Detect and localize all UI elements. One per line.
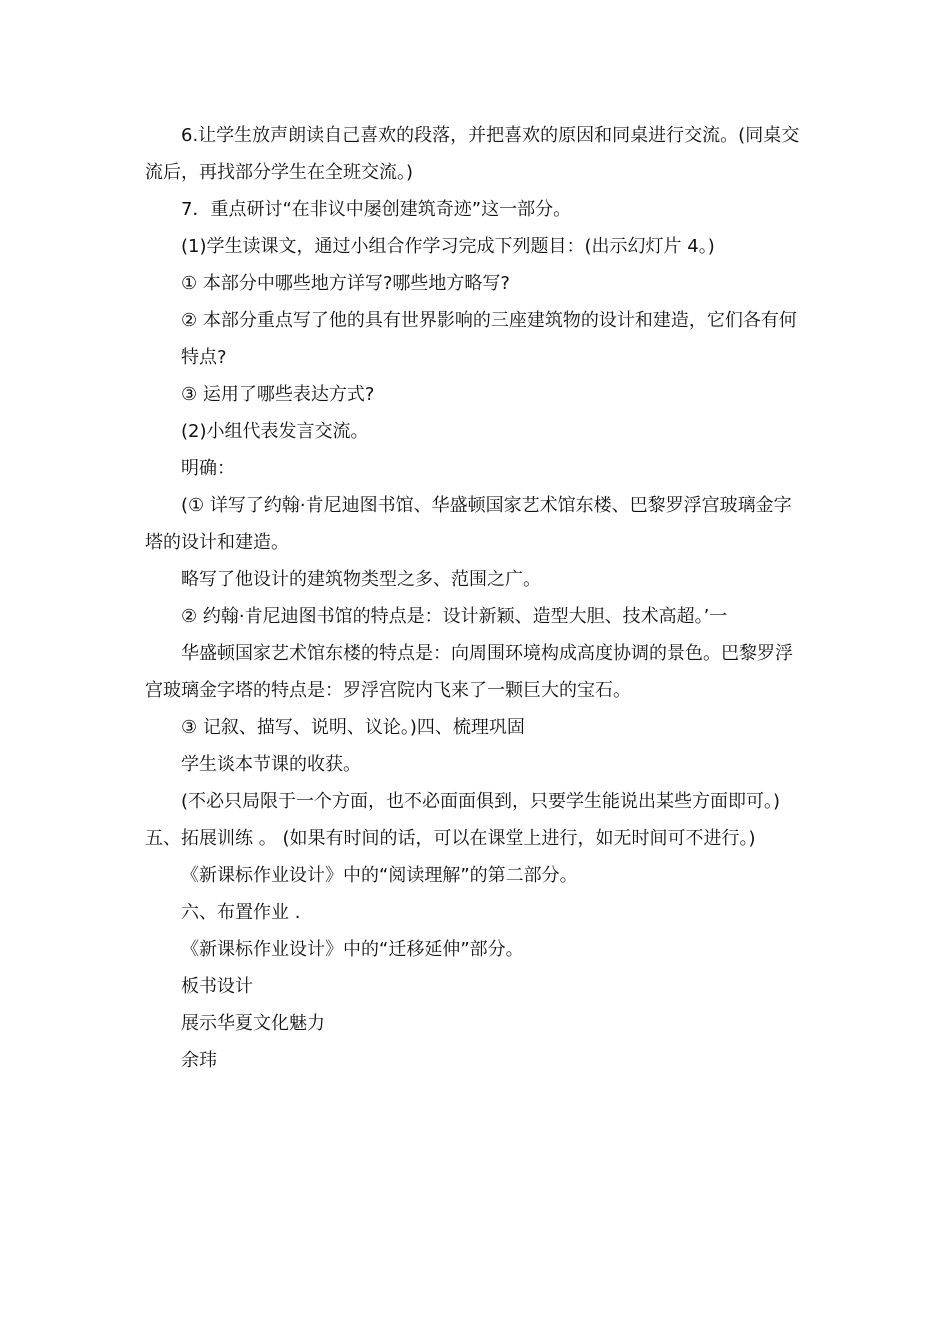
paragraph-18: 六、布置作业 . <box>181 902 301 923</box>
paragraph-12: ② 约翰·肯尼迪图书馆的特点是：设计新颖、造型大胆、技术高超。’一 <box>181 606 728 627</box>
paragraph-4: ① 本部分中哪些地方详写?哪些地方略写? <box>181 273 510 294</box>
paragraph-6: 特点? <box>181 347 227 368</box>
paragraph-17: 《新课标作业设计》中的“阅读理解”的第二部分。 <box>181 865 578 886</box>
paragraph-13: 华盛顿国家艺术馆东楼的特点是：向周围环境构成高度协调的景色。巴黎罗浮宫玻璃金字塔的特点是：罗浮宫院内飞来了一颗巨大的宝石。 <box>145 643 793 701</box>
paragraph-15: 学生谈本节课的收获。 <box>181 754 361 775</box>
paragraph-8: (2)小组代表发言交流。 <box>181 421 369 442</box>
document-body <box>145 117 805 1079</box>
paragraph-20: 板书设计 <box>181 976 253 997</box>
paragraph-9: 明确： <box>181 458 235 479</box>
paragraph-2: 7．重点研讨“在非议中屡创建筑奇迹”这一部分。 <box>181 199 572 220</box>
paragraph-14: ③ 记叙、描写、说明、议论。)四、梳理巩固 <box>181 717 525 738</box>
paragraph-11: 略写了他设计的建筑物类型之多、范围之广。 <box>181 569 541 590</box>
paragraph-21: 展示华夏文化魅力 <box>181 1013 325 1034</box>
paragraph-10: (① 详写了约翰·肯尼迪图书馆、华盛顿国家艺术馆东楼、巴黎罗浮宫玻璃金字塔的设计和建造。 <box>145 495 792 553</box>
paragraph-16: (不必只局限于一个方面，也不必面面俱到，只要学生能说出某些方面即可。)五、拓展训练 。 (如果有时间的话，可以在课堂上进行，如无时间可不进行。) <box>145 791 781 849</box>
paragraph-22: 余玮 <box>181 1050 217 1071</box>
paragraph-7: ③ 运用了哪些表达方式? <box>181 384 375 405</box>
paragraph-19: 《新课标作业设计》中的“迁移延伸”部分。 <box>181 939 524 960</box>
paragraph-5: ② 本部分重点写了他的具有世界影响的三座建筑物的设计和建造，它们各有何 <box>181 310 797 331</box>
paragraph-3: (1)学生读课文，通过小组合作学习完成下列题目：(出示幻灯片 4。) <box>181 236 715 257</box>
paragraph-1: 6.让学生放声朗读自己喜欢的段落，并把喜欢的原因和同桌进行交流。(同桌交流后，再找部分学生在全班交流。) <box>145 125 800 183</box>
